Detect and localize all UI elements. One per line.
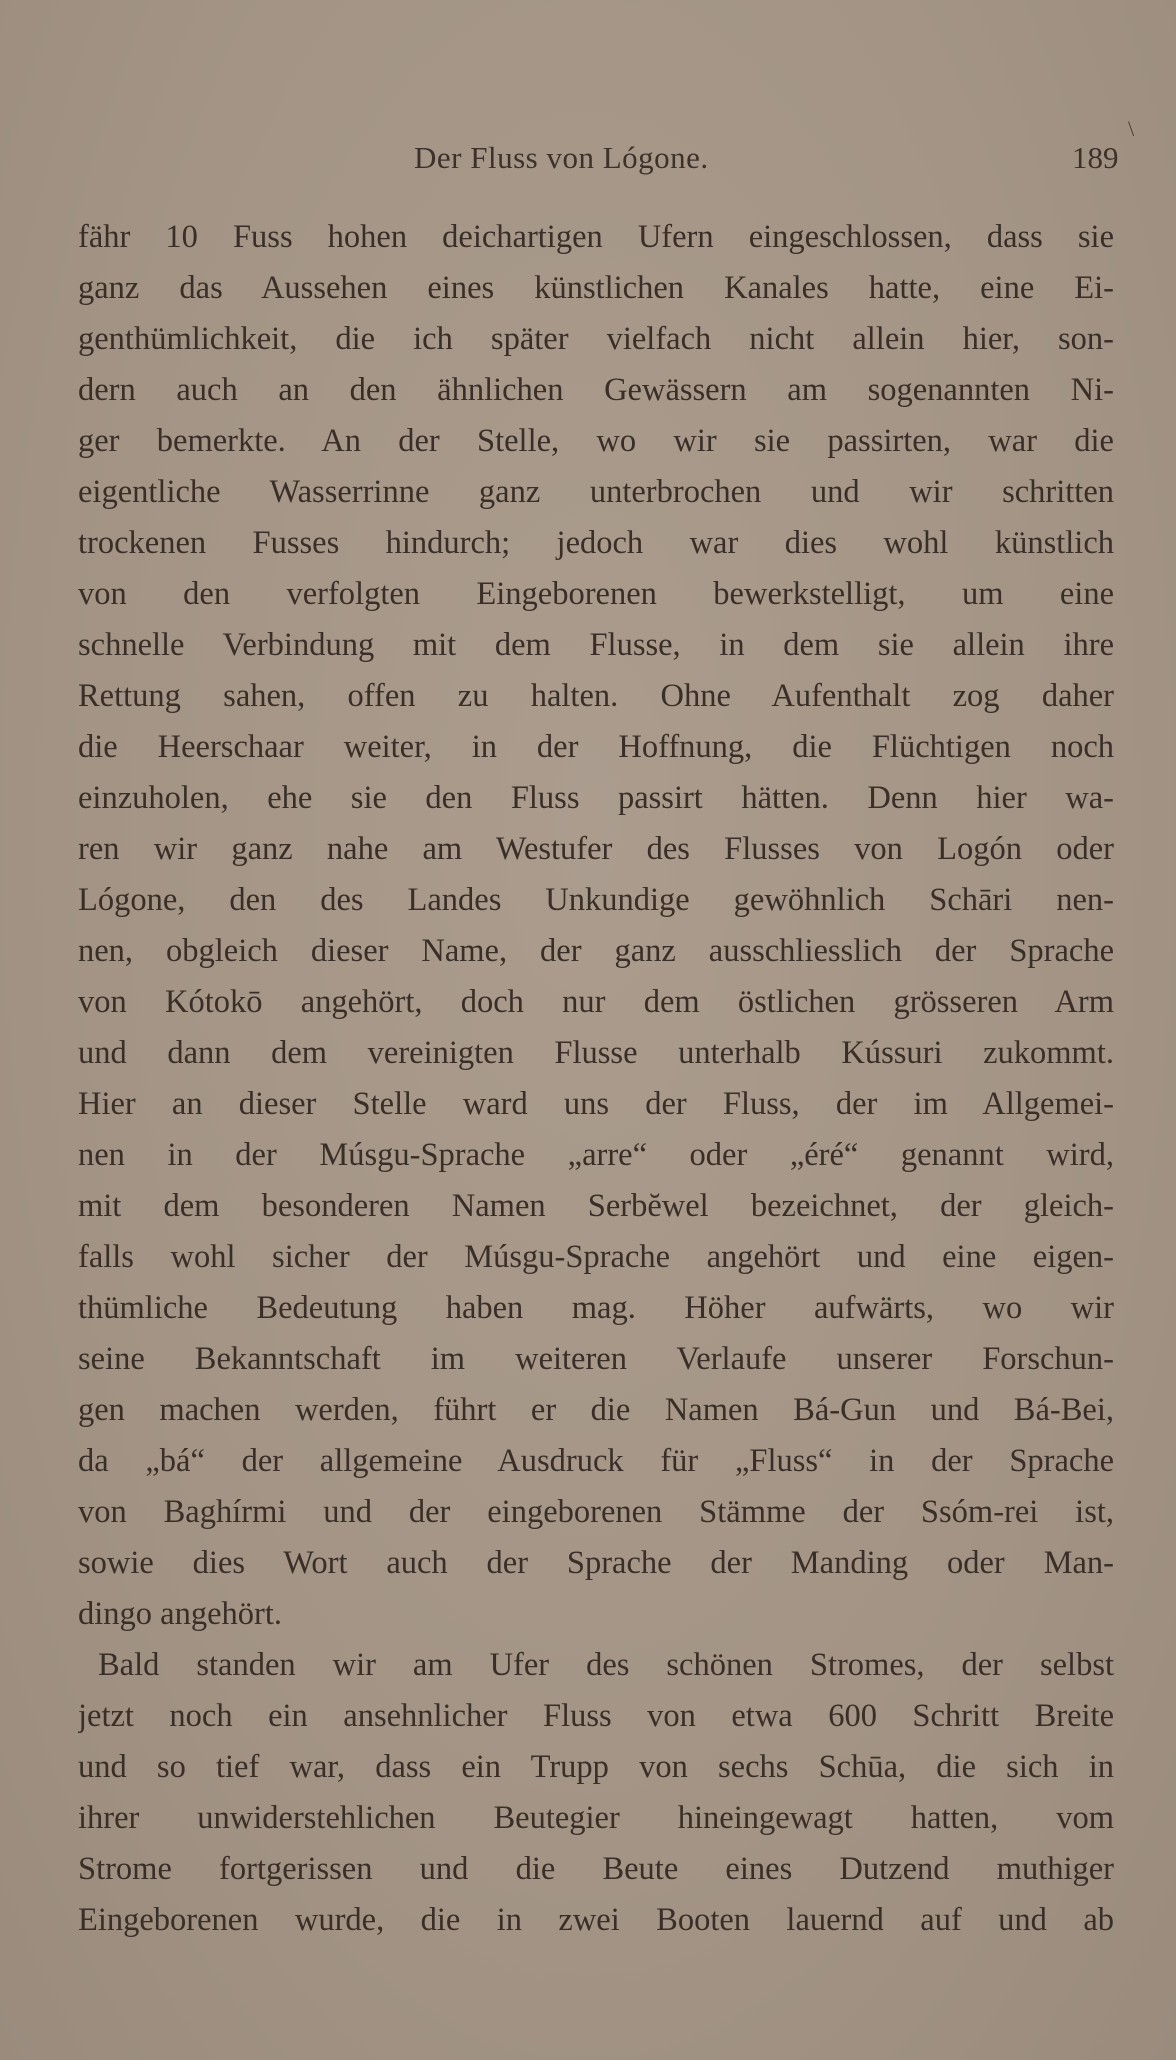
text-line: Rettung sahen, offen zu halten. Ohne Aufenthalt zog daher: [78, 678, 1114, 714]
text-line: ihrer unwiderstehlichen Beutegier hineingewagt hatten, vom: [78, 1800, 1114, 1836]
text-line: Bald standen wir am Ufer des schönen Stromes, der selbst: [98, 1647, 1114, 1683]
text-line: sowie dies Wort auch der Sprache der Manding oder Man-: [78, 1545, 1114, 1581]
page-number: 189: [1072, 140, 1119, 175]
text-line: dingo angehört.: [78, 1596, 282, 1632]
body-text: [78, 212, 1114, 1946]
text-line: fähr 10 Fuss hohen deichartigen Ufern eingeschlossen, dass sie: [78, 219, 1114, 255]
text-line: ren wir ganz nahe am Westufer des Flusses von Logón oder: [78, 831, 1114, 867]
text-line: und dann dem vereinigten Flusse unterhalb Kússuri zukommt.: [78, 1035, 1114, 1071]
corner-mark: \: [1128, 116, 1135, 141]
text-line: mit dem besonderen Namen Serbĕwel bezeichnet, der gleich-: [78, 1188, 1114, 1224]
text-line: jetzt noch ein ansehnlicher Fluss von etwa 600 Schritt Breite: [78, 1698, 1114, 1734]
text-line: Hier an dieser Stelle ward uns der Fluss, der im Allgemei-: [78, 1086, 1114, 1122]
text-line: eigentliche Wasserrinne ganz unterbrochen und wir schritten: [78, 474, 1114, 510]
text-line: trockenen Fusses hindurch; jedoch war dies wohl künstlich: [78, 525, 1114, 561]
text-line: von Kótokō angehört, doch nur dem östlichen grösseren Arm: [78, 984, 1114, 1020]
text-line: nen, obgleich dieser Name, der ganz ausschliesslich der Sprache: [78, 933, 1114, 969]
text-line: Eingeborenen wurde, die in zwei Booten lauernd auf und ab: [78, 1902, 1114, 1938]
text-line: nen in der Músgu-Sprache „arre“ oder „éré“ genannt wird,: [78, 1137, 1114, 1173]
text-line: seine Bekanntschaft im weiteren Verlaufe unserer Forschun-: [78, 1341, 1114, 1377]
running-head: Der Fluss von Lógone.: [414, 140, 709, 175]
text-line: schnelle Verbindung mit dem Flusse, in dem sie allein ihre: [78, 627, 1114, 663]
text-line: die Heerschaar weiter, in der Hoffnung, die Flüchtigen noch: [78, 729, 1114, 765]
text-line: da „bá“ der allgemeine Ausdruck für „Fluss“ in der Sprache: [78, 1443, 1114, 1479]
text-line: und so tief war, dass ein Trupp von sechs Schūa, die sich in: [78, 1749, 1114, 1785]
text-line: Strome fortgerissen und die Beute eines Dutzend muthiger: [78, 1851, 1114, 1887]
text-line: dern auch an den ähnlichen Gewässern am sogenannten Ni-: [78, 372, 1114, 408]
text-line: ger bemerkte. An der Stelle, wo wir sie passirten, war die: [78, 423, 1114, 459]
text-line: Lógone, den des Landes Unkundige gewöhnlich Schāri nen-: [78, 882, 1114, 918]
text-line: von Baghírmi und der eingeborenen Stämme der Ssóm-rei ist,: [78, 1494, 1114, 1530]
text-line: falls wohl sicher der Músgu-Sprache angehört und eine eigen-: [78, 1239, 1114, 1275]
text-line: ganz das Aussehen eines künstlichen Kanales hatte, eine Ei-: [78, 270, 1114, 306]
text-line: gen machen werden, führt er die Namen Bá-Gun und Bá-Bei,: [78, 1392, 1114, 1428]
text-line: thümliche Bedeutung haben mag. Höher aufwärts, wo wir: [78, 1290, 1114, 1326]
text-line: von den verfolgten Eingeborenen bewerkstelligt, um eine: [78, 576, 1114, 612]
text-line: einzuholen, ehe sie den Fluss passirt hätten. Denn hier wa-: [78, 780, 1114, 816]
page-header: [0, 140, 1176, 180]
text-line: genthümlichkeit, die ich später vielfach nicht allein hier, son-: [78, 321, 1114, 357]
